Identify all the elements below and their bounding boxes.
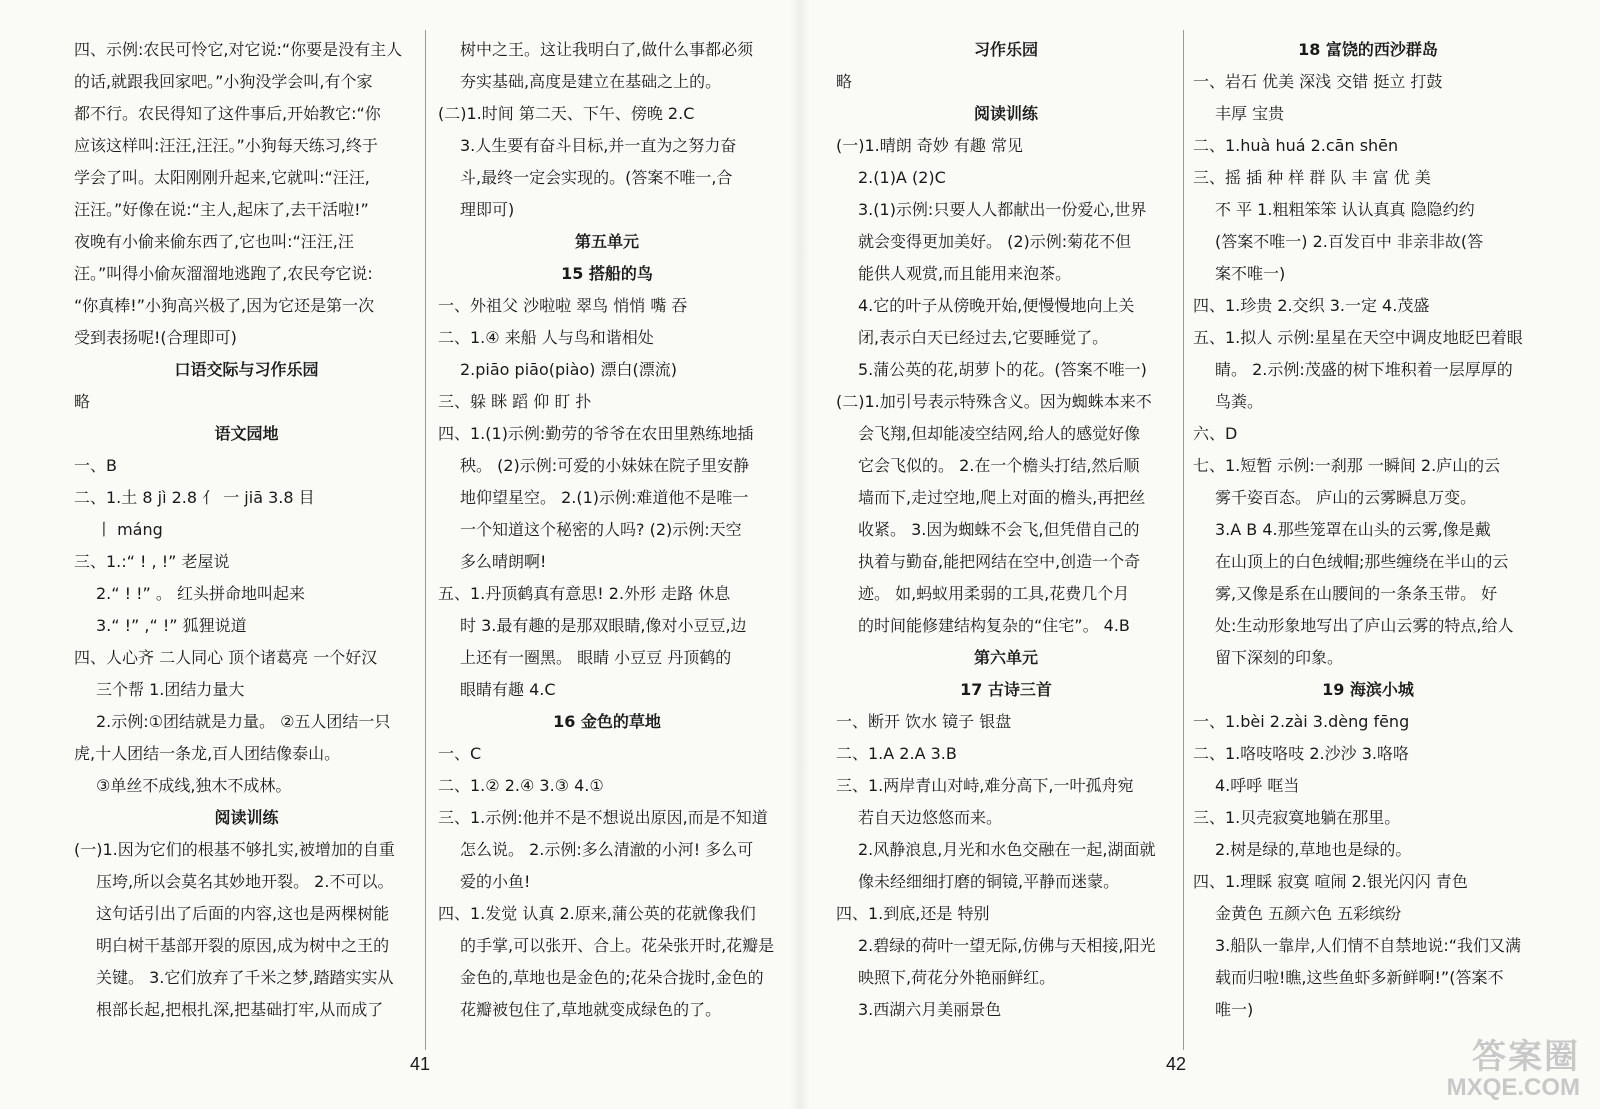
answer-line: 2.碧绿的荷叶一望无际,仿佛与天相接,阳光 bbox=[858, 936, 1156, 955]
answer-line: 一、B bbox=[74, 456, 117, 475]
answer-line: 若自天边悠悠而来。 bbox=[858, 808, 1003, 827]
column-1 bbox=[74, 34, 419, 1026]
answer-line: 多么晴朗啊! bbox=[460, 552, 547, 571]
answer-line: 会飞翔,但却能凌空结网,给人的感觉好像 bbox=[858, 424, 1141, 443]
answer-line: 3.(1)示例:只要人人都献出一份爱心,世界 bbox=[858, 200, 1147, 219]
column-divider-left bbox=[425, 30, 426, 1050]
answer-line: 明白树干基部开裂的原因,成为树中之王的 bbox=[96, 936, 390, 955]
answer-line: 上还有一圈黑。 眼睛 小豆豆 丹顶鹤的 bbox=[460, 648, 732, 667]
answer-line: 四、示例:农民可怜它,对它说:“你要是没有主人 bbox=[74, 40, 403, 59]
answer-line: 地仰望星空。 2.(1)示例:难道他不是唯一 bbox=[460, 488, 749, 507]
answer-line: 四、人心齐 二人同心 顶个诸葛亮 一个好汉 bbox=[74, 648, 378, 667]
answer-line: 一、外祖父 沙啦啦 翠鸟 悄悄 嘴 吞 bbox=[438, 296, 688, 315]
section-title: 15 搭船的鸟 bbox=[561, 264, 653, 283]
answer-line: 时 3.最有趣的是那双眼睛,像对小豆豆,边 bbox=[460, 616, 747, 635]
section-title: 16 金色的草地 bbox=[553, 712, 661, 731]
answer-line: 迹。 如,蚂蚁用柔弱的工具,花费几个月 bbox=[858, 584, 1130, 603]
answer-line: 二、1.② 2.④ 3.③ 4.① bbox=[438, 776, 604, 795]
watermark-url: MXQE.COM bbox=[1446, 1074, 1580, 1101]
answer-line: 在山顶上的白色绒帽;那些缠绕在半山的云 bbox=[1215, 552, 1509, 571]
answer-line: ③单丝不成线,独木不成林。 bbox=[96, 776, 292, 795]
answer-line: 理即可) bbox=[460, 200, 515, 219]
answer-line: 案不唯一) bbox=[1215, 264, 1286, 283]
answer-line: 就会变得更加美好。 (2)示例:菊花不但 bbox=[858, 232, 1132, 251]
answer-line: 像未经细细打磨的铜镜,平静而迷蒙。 bbox=[858, 872, 1120, 891]
answer-line: 应该这样叫:汪汪,汪汪。”小狗每天练习,终于 bbox=[74, 136, 378, 155]
answer-line: “你真棒!”小狗高兴极了,因为它还是第一次 bbox=[74, 296, 375, 315]
answer-line: (一)1.因为它们的根基不够扎实,被增加的自重 bbox=[74, 840, 395, 859]
answer-line: 雾千姿百态。 庐山的云雾瞬息万变。 bbox=[1215, 488, 1477, 507]
section-title: 口语交际与习作乐园 bbox=[174, 360, 319, 379]
answer-line: (一)1.晴朗 奇妙 有趣 常见 bbox=[836, 136, 1024, 155]
section-title: 18 富饶的西沙群岛 bbox=[1298, 40, 1438, 59]
answer-line: 二、1.咯吱咯吱 2.沙沙 3.咯咯 bbox=[1193, 744, 1409, 763]
answer-line: 一、C bbox=[438, 744, 482, 763]
answer-line: 斗,最终一定会实现的。(答案不唯一,合 bbox=[460, 168, 733, 187]
answer-line: 4.它的叶子从傍晚开始,便慢慢地向上关 bbox=[858, 296, 1135, 315]
answer-line: 丰厚 宝贵 bbox=[1215, 104, 1285, 123]
answer-line: 载而归啦!瞧,这些鱼虾多新鲜啊!”(答案不 bbox=[1215, 968, 1504, 987]
answer-line: 的时间能修建结构复杂的“住宅”。 4.B bbox=[858, 616, 1130, 635]
section-title: 第六单元 bbox=[973, 648, 1038, 667]
answer-line: 2.示例:①团结就是力量。 ②五人团结一只 bbox=[96, 712, 391, 731]
watermark bbox=[1447, 1039, 1580, 1101]
answer-line: 闭,表示白天已经过去,它要睡觉了。 bbox=[858, 328, 1109, 347]
book-gutter bbox=[790, 0, 810, 1109]
answer-line: 留下深刻的印象。 bbox=[1215, 648, 1344, 667]
answer-line: 的话,就跟我回家吧。”小狗没学会叫,有个家 bbox=[74, 72, 373, 91]
column-2 bbox=[438, 34, 776, 1026]
answer-line: 一、岩石 优美 深浅 交错 挺立 打鼓 bbox=[1193, 72, 1443, 91]
answer-line: 三、摇 插 种 样 群 队 丰 富 优 美 bbox=[1193, 168, 1431, 187]
answer-line: 能供人观赏,而且能用来泡茶。 bbox=[858, 264, 1072, 283]
answer-line: 二、1.④ 来船 人与鸟和谐相处 bbox=[438, 328, 654, 347]
answer-line: 一个知道这个秘密的人吗? (2)示例:天空 bbox=[460, 520, 742, 539]
answer-line: 2.(1)A (2)C bbox=[858, 168, 946, 187]
answer-line: 四、1.到底,还是 特别 bbox=[836, 904, 990, 923]
answer-line: 丨 máng bbox=[96, 520, 163, 539]
answer-line: 七、1.短暂 示例:一刹那 一瞬间 2.庐山的云 bbox=[1193, 456, 1501, 475]
answer-line: 秧。 (2)示例:可爱的小妹妹在院子里安静 bbox=[460, 456, 750, 475]
answer-line: 3.“ !” ,“ !” 狐狸说道 bbox=[96, 616, 247, 635]
answer-line: 唯一) bbox=[1215, 1000, 1254, 1019]
section-title: 阅读训练 bbox=[214, 808, 279, 827]
answer-line: 它会飞似的。 2.在一个檐头打结,然后顺 bbox=[858, 456, 1140, 475]
answer-line: 花瓣被包住了,草地就变成绿色的了。 bbox=[460, 1000, 722, 1019]
answer-line: 二、1.A 2.A 3.B bbox=[836, 744, 957, 763]
answer-line: 4.呼呼 哐当 bbox=[1215, 776, 1300, 795]
answer-line: 的手掌,可以张开、合上。花朵张开时,花瓣是 bbox=[460, 936, 775, 955]
answer-line: 不 平 1.粗粗笨笨 认认真真 隐隐约约 bbox=[1215, 200, 1475, 219]
answer-line: 二、1.huà huá 2.cān shēn bbox=[1193, 136, 1399, 155]
answer-line: 虎,十人团结一条龙,百人团结像泰山。 bbox=[74, 744, 341, 763]
answer-line: 墙而下,走过空地,爬上对面的檐头,再把丝 bbox=[858, 488, 1146, 507]
answer-line: 四、1.(1)示例:勤劳的爷爷在农田里熟练地插 bbox=[438, 424, 754, 443]
answer-line: 怎么说。 2.示例:多么清澈的小河! 多么可 bbox=[460, 840, 754, 859]
answer-line: 执着与勤奋,能把网结在空中,创造一个奇 bbox=[858, 552, 1141, 571]
answer-line: 2.风静浪息,月光和水色交融在一起,湖面就 bbox=[858, 840, 1156, 859]
answer-line: 受到表扬呢!(合理即可) bbox=[74, 328, 237, 347]
section-title: 语文园地 bbox=[214, 424, 279, 443]
answer-line: 夜晚有小偷来偷东西了,它也叫:“汪汪,汪 bbox=[74, 232, 354, 251]
answer-line: 三、1.:“ ! , !” 老屋说 bbox=[74, 552, 230, 571]
section-title: 习作乐园 bbox=[973, 40, 1038, 59]
answer-line: 略 bbox=[836, 72, 853, 91]
answer-line: 2.树是绿的,草地也是绿的。 bbox=[1215, 840, 1412, 859]
answer-line: (二)1.时间 第二天、下午、傍晚 2.C bbox=[438, 104, 695, 123]
answer-line: 三个帮 1.团结力量大 bbox=[96, 680, 245, 699]
answer-line: 3.A B 4.那些笼罩在山头的云雾,像是戴 bbox=[1215, 520, 1491, 539]
answer-line: 汪汪。”好像在说:“主人,起床了,去干活啦!” bbox=[74, 200, 369, 219]
answer-line: 都不行。农民得知了这件事后,开始教它:“你 bbox=[74, 104, 381, 123]
answer-line: 三、1.贝壳寂寞地躺在那里。 bbox=[1193, 808, 1401, 827]
page-number-right: 42 bbox=[1166, 1054, 1187, 1074]
answer-line: 鸟粪。 bbox=[1215, 392, 1264, 411]
answer-line: (二)1.加引号表示特殊含义。因为蜘蛛本来不 bbox=[836, 392, 1152, 411]
answer-line: 二、1.土 8 jì 2.8 亻 一 jiā 3.8 目 bbox=[74, 488, 315, 507]
column-divider-right bbox=[1183, 30, 1184, 1050]
answer-line: 四、1.发觉 认真 2.原来,蒲公英的花就像我们 bbox=[438, 904, 756, 923]
answer-line: 树中之王。这让我明白了,做什么事都必须 bbox=[460, 40, 754, 59]
answer-line: 六、D bbox=[1193, 424, 1238, 443]
answer-line: 关键。 3.它们放弃了千米之梦,踏踏实实从 bbox=[96, 968, 394, 987]
answer-line: 五、1.拟人 示例:星星在天空中调皮地眨巴着眼 bbox=[1193, 328, 1523, 347]
answer-line: 三、1.示例:他并不是不想说出原因,而是不知道 bbox=[438, 808, 768, 827]
answer-line: 四、1.珍贵 2.交织 3.一定 4.茂盛 bbox=[1193, 296, 1430, 315]
answer-line: 夯实基础,高度是建立在基础之上的。 bbox=[460, 72, 722, 91]
answer-line: 这句话引出了后面的内容,这也是两棵树能 bbox=[96, 904, 390, 923]
section-title: 阅读训练 bbox=[973, 104, 1038, 123]
answer-line: 2.piāo piāo(piào) 漂白(漂流) bbox=[460, 360, 677, 379]
column-3 bbox=[836, 34, 1176, 1026]
answer-line: 根部长起,把根扎深,把基础打牢,从而成了 bbox=[96, 1000, 384, 1019]
answer-line: 金黄色 五颜六色 五彩缤纷 bbox=[1215, 904, 1402, 923]
watermark-logo-text: 答案圈 bbox=[1472, 1038, 1580, 1076]
answer-line: 五、1.丹顶鹤真有意思! 2.外形 走路 休息 bbox=[438, 584, 731, 603]
section-title: 19 海滨小城 bbox=[1322, 680, 1414, 699]
answer-line: 雾,又像是系在山腰间的一条条玉带。 好 bbox=[1215, 584, 1498, 603]
answer-line: 学会了叫。太阳刚刚升起来,它就叫:“汪汪, bbox=[74, 168, 370, 187]
answer-line: 汪。”叫得小偷灰溜溜地逃跑了,农民夸它说: bbox=[74, 264, 373, 283]
answer-line: 3.船队一靠岸,人们情不自禁地说:“我们又满 bbox=[1215, 936, 1522, 955]
answer-line: 3.西湖六月美丽景色 bbox=[858, 1000, 1002, 1019]
page-number-left: 41 bbox=[410, 1054, 431, 1074]
section-title: 第五单元 bbox=[574, 232, 639, 251]
answer-line: 爱的小鱼! bbox=[460, 872, 531, 891]
answer-line: 略 bbox=[74, 392, 91, 411]
answer-line: 一、断开 饮水 镜子 银盘 bbox=[836, 712, 1012, 731]
answer-line: 睛。 2.示例:茂盛的树下堆积着一层厚厚的 bbox=[1215, 360, 1513, 379]
answer-line: 处:生动形象地写出了庐山云雾的特点,给人 bbox=[1215, 616, 1514, 635]
answer-line: 三、躲 眯 蹈 仰 盯 扑 bbox=[438, 392, 592, 411]
answer-line: 3.人生要有奋斗目标,并一直为之努力奋 bbox=[460, 136, 737, 155]
answer-line: 映照下,荷花分外艳丽鲜红。 bbox=[858, 968, 1056, 987]
answer-line: 三、1.两岸青山对峙,难分高下,一叶孤舟宛 bbox=[836, 776, 1134, 795]
answer-line: 压垮,所以会莫名其妙地开裂。 2.不可以。 bbox=[96, 872, 394, 891]
answer-line: 一、1.bèi 2.zài 3.dèng fēng bbox=[1193, 712, 1410, 731]
answer-line: 金色的,草地也是金色的;花朵合拢时,金色的 bbox=[460, 968, 764, 987]
answer-line: 四、1.理睬 寂寞 喧闹 2.银光闪闪 青色 bbox=[1193, 872, 1468, 891]
answer-line: 收紧。 3.因为蜘蛛不会飞,但凭借自己的 bbox=[858, 520, 1140, 539]
answer-line: 眼睛有趣 4.C bbox=[460, 680, 556, 699]
column-4 bbox=[1193, 34, 1543, 1026]
answer-line: 2.“ ! !” 。 红头拼命地叫起来 bbox=[96, 584, 306, 603]
answer-line: 5.蒲公英的花,胡萝卜的花。(答案不唯一) bbox=[858, 360, 1147, 379]
answer-line: (答案不唯一) 2.百发百中 非亲非故(答 bbox=[1215, 232, 1484, 251]
section-title: 17 古诗三首 bbox=[960, 680, 1052, 699]
